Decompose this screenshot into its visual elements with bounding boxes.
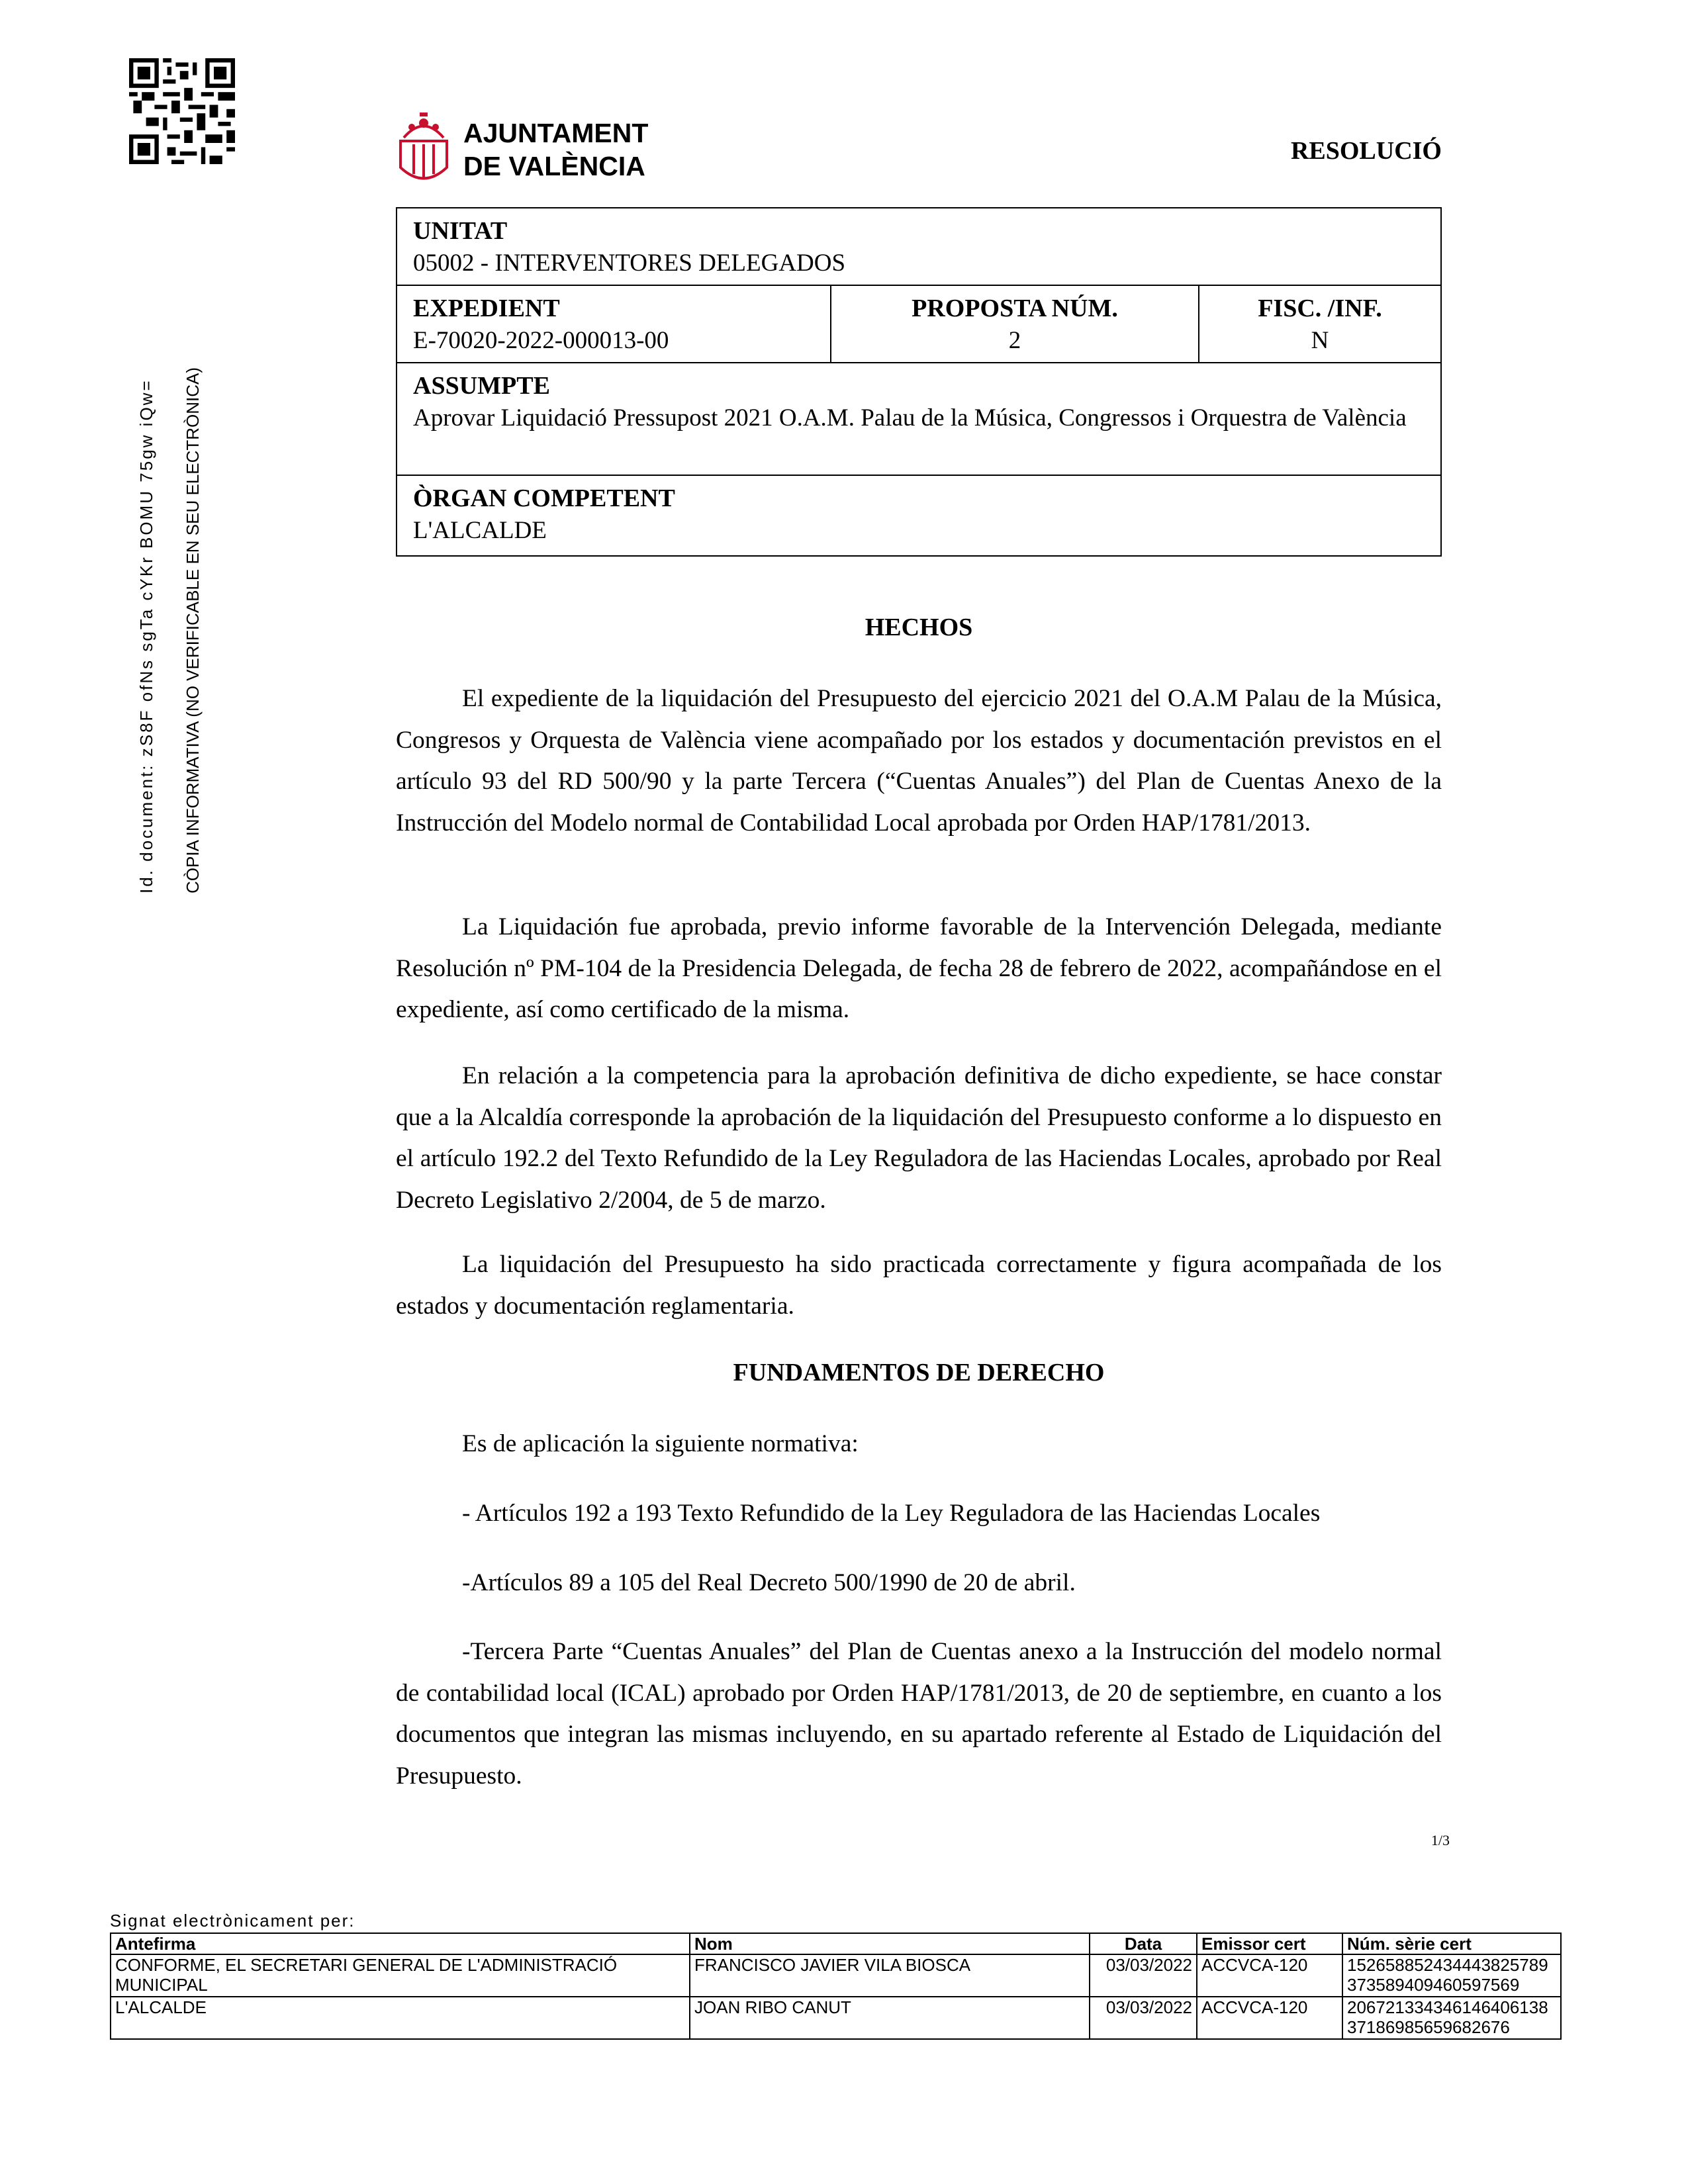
- logo-line-2: DE VALÈNCIA: [463, 151, 645, 181]
- col-header-nom: Nom: [690, 1933, 1090, 1954]
- assumpte-row: [397, 363, 1440, 476]
- signed-by-label: Signat electrònicament per:: [110, 1911, 355, 1931]
- fundamentos-heading: FUNDAMENTOS DE DERECHO: [733, 1359, 1105, 1387]
- paragraph-2: La Liquidación fue aprobada, previo informe favorable de la Intervención Delegada, mediante Resolución nº PM-104 de la Presidencia Delegada, de fecha 28 de febrero de 2022, acompañándose en el expediente, así como certificado de la misma.: [396, 913, 1442, 1023]
- fisc-value: N: [1311, 327, 1329, 354]
- fundamentos-item-2: -Artículos 89 a 105 del Real Decreto 500/1990 de 20 de abril.: [462, 1569, 1076, 1596]
- paragraph-4: La liquidación del Presupuesto ha sido practicada correctamente y figura acompañada de los estados y documentación reglamentaria.: [396, 1251, 1442, 1320]
- col-header-data: Data: [1090, 1933, 1197, 1954]
- paragraph-1: El expediente de la liquidación del Presupuesto del ejercicio 2021 del O.A.M Palau de la Música, Congresos y Orquesta de València viene acompañado por los estados y documentación previstos en el artículo 93 del RD 500/90 y la parte Tercera (“Cuentas Anuales”) del Plan de Cuentas Anexo de la Instrucción del Modelo normal de Contabilidad Local aprobada por Orden HAP/1781/2013.: [396, 685, 1442, 837]
- table-row: [111, 1954, 1561, 1997]
- cell-antefirma: CONFORME, EL SECRETARI GENERAL DE L'ADMINISTRACIÓ MUNICIPAL: [111, 1954, 690, 1997]
- city-crest-icon: [391, 111, 457, 191]
- signature-header-row: [111, 1933, 1561, 1954]
- expedient-value: E-70020-2022-000013-00: [413, 327, 669, 354]
- copy-notice: CÒPIA INFORMATIVA (NO VERIFICABLE EN SEU ELECTRÒNICA): [183, 367, 203, 893]
- cell-nom: FRANCISCO JAVIER VILA BIOSCA: [690, 1954, 1090, 1997]
- fundamentos-intro: Es de aplicación la siguiente normativa:: [462, 1430, 859, 1457]
- fisc-label: FISC. /INF.: [1258, 295, 1382, 322]
- expedient-row: [397, 286, 1440, 363]
- assumpte-value: Aprovar Liquidació Pressupost 2021 O.A.M. Palau de la Música, Congressos i Orquestra de València: [413, 404, 1407, 432]
- cell-data: 03/03/2022: [1090, 1954, 1197, 1997]
- cell-antefirma: L'ALCALDE: [111, 1997, 690, 2039]
- unitat-row: [397, 208, 1440, 286]
- proposta-label: PROPOSTA NÚM.: [912, 295, 1118, 322]
- header-info-box: [396, 207, 1442, 557]
- col-header-emissor: Emissor cert: [1197, 1933, 1342, 1954]
- cell-nom: JOAN RIBO CANUT: [690, 1997, 1090, 2039]
- logo-text: [463, 116, 648, 183]
- logo-line-1: AJUNTAMENT: [463, 118, 649, 148]
- unitat-label: UNITAT: [413, 217, 508, 245]
- cell-data: 03/03/2022: [1090, 1997, 1197, 2039]
- hechos-heading: HECHOS: [865, 614, 973, 641]
- organ-row: [397, 476, 1440, 555]
- fundamentos-item-3: -Tercera Parte “Cuentas Anuales” del Plan de Cuentas anexo a la Instrucción del modelo normal de contabilidad local (ICAL) aprobado por Orden HAP/1781/2013, de 20 de septiembre, en cuanto a los documentos que integran las mismas incluyendo, en su apartado referente al Estado de Liquidación del Presupuesto.: [396, 1638, 1442, 1790]
- cell-serie: 206721334346146406138371869856596826​76: [1342, 1997, 1561, 2039]
- col-header-antefirma: Antefirma: [111, 1933, 690, 1954]
- cell-serie: 152658852434443825789373589409460597569: [1342, 1954, 1561, 1997]
- paragraph-3: En relación a la competencia para la aprobación definitiva de dicho expediente, se hace constar que a la Alcaldía corresponde la aprobación de la liquidación del Presupuesto conforme a lo dispuesto en el artículo 192.2 del Texto Refundido de la Ley Reguladora de las Haciendas Locales, aprobado por Real Decreto Legislativo 2/2004, de 5 de marzo.: [396, 1062, 1442, 1214]
- qr-code-icon: [129, 58, 235, 164]
- document-id: Id. document: zS8F ofNs sgTa cYKr BOMU 75gw iQw=: [136, 379, 156, 893]
- cell-emissor: ACCVCA-120: [1197, 1997, 1342, 2039]
- unitat-value: 05002 - INTERVENTORES DELEGADOS: [413, 250, 846, 277]
- col-header-serie: Núm. sèrie cert: [1342, 1933, 1561, 1954]
- organ-value: L'ALCALDE: [413, 517, 547, 544]
- proposta-value: 2: [1008, 327, 1021, 354]
- fundamentos-item-1: - Artículos 192 a 193 Texto Refundido de la Ley Reguladora de las Haciendas Locales: [462, 1500, 1321, 1527]
- table-row: [111, 1997, 1561, 2039]
- expedient-label: EXPEDIENT: [413, 295, 560, 322]
- signature-table: [110, 1933, 1562, 2040]
- organ-label: ÒRGAN COMPETENT: [413, 484, 675, 512]
- assumpte-label: ASSUMPTE: [413, 372, 550, 400]
- document-type: RESOLUCIÓ: [1290, 137, 1442, 165]
- cell-emissor: ACCVCA-120: [1197, 1954, 1342, 1997]
- page-number: 1/3: [1430, 1832, 1450, 1848]
